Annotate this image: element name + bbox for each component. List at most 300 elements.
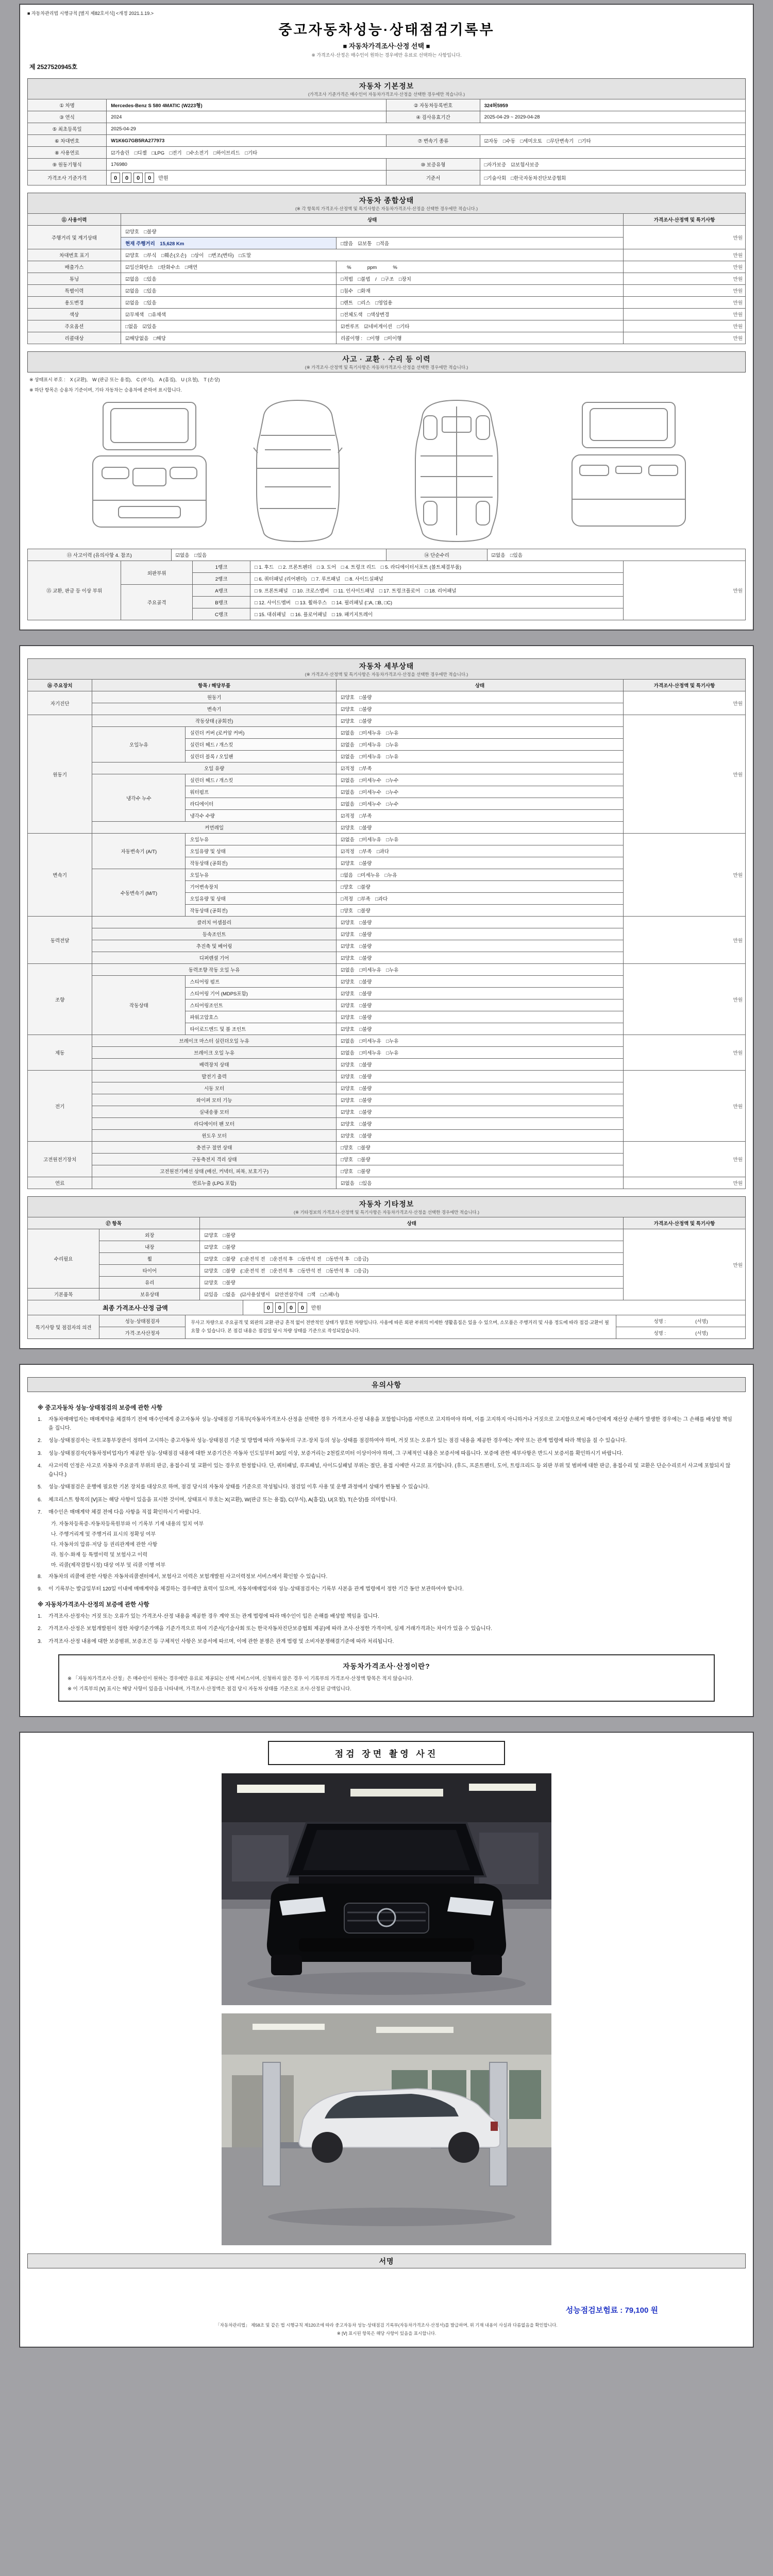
unit-label: 만원 xyxy=(311,1306,322,1311)
table-cell: 작동상태 xyxy=(92,976,186,1035)
table-cell: 오일누유 xyxy=(186,869,337,881)
status-checkbox-group[interactable]: ☑양호 □불량 xyxy=(336,952,623,964)
status-checkbox-group[interactable]: ☑적정 □부족 xyxy=(336,762,623,774)
status-checkbox-group[interactable]: ☑양호 □불량 xyxy=(336,940,623,952)
notice-text: 성능·상태점검은 운행에 필요한 기본 장치를 대상으로 하며, 점검 당시의 자동차 상태를 기준으로 작성됩니다. 점검일 이후 사용 및 운행 과정에서 상태가 변동될 수 있습니다. xyxy=(48,1484,430,1490)
status-checkbox-group[interactable]: □ 15. 대쉬패널 □ 16. 플로어패널 □ 19. 패키지트레이 xyxy=(250,608,623,620)
status-checkbox-group[interactable]: ☑해당없음 □해당 xyxy=(121,332,337,344)
table-cell: 내장 xyxy=(99,1241,200,1253)
table-cell: ⑩ 보증유형 xyxy=(386,159,480,171)
status-checkbox-group[interactable]: ☑없음 □미세누유 □누유 xyxy=(336,964,623,976)
inspection-photo-car-on-lift xyxy=(222,2013,551,2245)
status-checkbox-group[interactable]: □침수 □화재 xyxy=(336,285,623,297)
section-title: 자동차 기본정보 xyxy=(359,82,414,90)
vehicle-name-value: Mercedes-Benz S 580 4MATIC (W223형) xyxy=(107,99,386,111)
table-cell: ① 차명 xyxy=(28,99,107,111)
notice-text: 사고이력 인정은 사고로 자동차 주요골격 부위의 판금, 용접수리 및 교환이 있는 경우로 한정합니다. 단, 쿼터패널, 루프패널, 사이드실패널 부위는 절단, 용접 시에만 사고로 표기합니다. (후드, 프론트펜더, 도어, 트렁크리드 등 외판 부위 및 범퍼에 대한 판금, 용접수리 및 교환은 단순수리로서 사고에 포함되지 않습니다.) xyxy=(48,1463,731,1478)
table-cell: 원동기 xyxy=(92,691,337,703)
section-header-detail xyxy=(27,658,746,680)
notice-item xyxy=(38,1625,735,1634)
status-checkbox-group[interactable]: ☑양호 □불량 xyxy=(336,1094,623,1106)
inspection-photo-front-hood-open xyxy=(222,1773,551,2005)
table-cell: 오일유량 및 상태 xyxy=(186,845,337,857)
warranty-type-checkboxes[interactable]: □자가보증 ☑보험사보증 xyxy=(480,159,745,171)
panel-detail-status xyxy=(20,646,753,1349)
device-engine: 원동기 xyxy=(28,715,92,834)
table-cell: 발전기 출력 xyxy=(92,1071,337,1082)
table-cell: ⑬ 사고이력 (유의사항 4. 참조) xyxy=(28,549,172,561)
section-title: 자동차 종합상태 xyxy=(359,196,414,205)
form-reference: ■ 자동차관리법 시행규칙 [별지 제82호서식] <개정 2021.1.19.> xyxy=(27,11,154,16)
status-checkbox-group[interactable]: □ 6. 쿼터패널 (리어펜더) □ 7. 루프패널 □ 8. 사이드실패널 xyxy=(250,573,623,585)
price-digit-box: 0 xyxy=(133,173,143,183)
document-number: 제 2527520945호 xyxy=(29,63,78,71)
notice-subitem: 나. 주행거리계 및 주행거리 표시의 정확성 여부 xyxy=(51,1531,156,1537)
table-cell: 워터펌프 xyxy=(186,786,337,798)
status-checkbox-group[interactable]: ☑없음 □미세누유 □누유 xyxy=(336,751,623,762)
table-cell: 실린더 커버 (로커암 커버) xyxy=(186,727,337,739)
table-cell: 주행거리 및 계기상태 xyxy=(28,226,121,249)
fuel-type-checkboxes[interactable]: ☑가솔린 □디젤 □LPG □전기 □수소전기 □하이브리드 □기타 xyxy=(107,147,746,159)
table-cell: 외장 xyxy=(99,1229,200,1241)
status-checkbox-group[interactable]: 리콜이행 : □이행 □미이행 xyxy=(336,332,623,344)
column-header: 상태 xyxy=(336,680,623,691)
table-cell: 연료누출 (LPG 포함) xyxy=(92,1177,337,1189)
device-high-voltage: 고전원전기장치 xyxy=(28,1142,92,1177)
panel-rank-table xyxy=(27,561,746,620)
table-cell: 2랭크 xyxy=(193,573,250,585)
table-cell: 성명 : (서명) xyxy=(616,1327,746,1339)
inspector-opinion-table xyxy=(27,1315,746,1339)
table-cell: ⑮ 교환, 판금 등 이상 부위 xyxy=(28,561,121,620)
table-cell: 성능·상태점검자 xyxy=(99,1315,186,1327)
table-cell: 스티어링조인트 xyxy=(186,999,337,1011)
table-cell: 만원 xyxy=(624,691,746,715)
table-cell: 클러치 어셈블리 xyxy=(92,917,337,928)
inspection-fee-label: 성능점검보험료 : xyxy=(565,2306,625,2315)
status-checkbox-group[interactable]: ☑없음 □있음 xyxy=(121,297,337,309)
status-checkbox-group[interactable]: ☑양호 □부식 □훼손(오손) □상이 □변조(변타) □도말 xyxy=(121,249,624,261)
status-checkbox-group[interactable]: ☑양호 □불량 xyxy=(336,928,623,940)
status-checkbox-group[interactable]: ☑양호 □불량 xyxy=(336,715,623,727)
table-cell: 리콜대상 xyxy=(28,332,121,344)
table-cell: ⑦ 변속기 종류 xyxy=(386,135,480,147)
status-checkbox-group[interactable]: ☑양호 □불량 xyxy=(121,226,624,238)
final-price-value xyxy=(243,1300,745,1315)
status-checkbox-group[interactable]: ☑양호 □불량 xyxy=(336,703,623,715)
status-checkbox-group[interactable]: ☑없음 □미세누수 □누수 xyxy=(336,798,623,810)
section-note: (※ 가격조사·산정액 및 특기사항은 자동차가격조사·산정을 선택한 경우에만 적습니다.) xyxy=(305,672,468,677)
table-cell: 만원 xyxy=(624,715,746,834)
status-checkbox-group[interactable]: ☑양호 □불량 xyxy=(336,976,623,988)
table-cell: 충전구 절연 상태 xyxy=(92,1142,337,1154)
section-header-notices xyxy=(27,1377,746,1392)
table-cell: 라디에이터 xyxy=(186,798,337,810)
table-cell: 실린더 헤드 / 개스킷 xyxy=(186,739,337,751)
notice-number: 4. xyxy=(38,1463,42,1469)
status-checkbox-group[interactable]: ☑양호 □불량 xyxy=(336,1011,623,1023)
price-digit-box: 0 xyxy=(275,1302,284,1313)
section-note: (※ 가격조사·산정액 및 특기사항은 자동차가격조사·산정을 선택한 경우에만 적습니다.) xyxy=(305,365,468,370)
column-header: 상태 xyxy=(200,1217,624,1229)
status-checkbox-group[interactable]: □양호 □불량 xyxy=(336,905,623,917)
signature-area[interactable] xyxy=(27,2268,746,2301)
table-cell: 커먼레일 xyxy=(92,822,337,834)
subtitle-note: ※ 가격조사·산정은 매수인이 원하는 경우에만 유료로 선택하는 사항입니다. xyxy=(311,53,462,58)
status-checkbox-group[interactable]: ☑양호 □불량 xyxy=(336,1059,623,1071)
table-cell: 라디에이터 팬 모터 xyxy=(92,1118,337,1130)
table-cell: ② 자동차등록번호 xyxy=(386,99,480,111)
table-cell: 스티어링 펌프 xyxy=(186,976,337,988)
panel-basic-and-history xyxy=(20,4,753,630)
section-header-accident-history xyxy=(27,351,746,372)
inspection-fee xyxy=(27,2304,746,2315)
price-digit-box: 0 xyxy=(111,173,120,183)
device-powertrain: 동력전달 xyxy=(28,917,92,964)
notice-number: 6. xyxy=(38,1497,42,1503)
status-checkbox-group[interactable]: ☑없음 □미세누유 □누유 xyxy=(336,739,623,751)
device-brake: 제동 xyxy=(28,1035,92,1071)
notice-text: 성능·상태점검자는 국토교통부장관이 정하여 고시하는 중고자동차 성능·상태점검 기준 및 방법에 따라 자동차의 구조·장치 등의 성능·상태를 점검하여야 하며, 거짓 또는 오류가 있는 점검 내용을 제공한 경우에는 계약 또는 관계 법령에 따라 책임을 질 수 있습니다. xyxy=(48,1438,627,1444)
notice-item xyxy=(38,1437,735,1446)
status-checkbox-group[interactable]: ☑양호 □불량 xyxy=(336,1118,623,1130)
unit-label: 만원 xyxy=(158,176,169,181)
section-title: 유의사항 xyxy=(371,1381,402,1389)
info-box-title: 자동차가격조사·산정이란? xyxy=(343,1663,430,1670)
panel-photos-signature xyxy=(20,1732,753,2347)
device-self-diagnosis: 자기진단 xyxy=(28,691,92,715)
table-cell: 시동 모터 xyxy=(92,1082,337,1094)
status-checkbox-group[interactable]: □적정 □부족 □과다 xyxy=(336,893,623,905)
table-cell: 만원 xyxy=(624,1142,746,1177)
table-cell: 디퍼렌셜 기어 xyxy=(92,952,337,964)
table-cell: ⑧ 사용연료 xyxy=(28,147,107,159)
section-header-other-info xyxy=(27,1196,746,1217)
notice-text: 자동차의 리콜에 관한 사항은 자동차리콜센터에서, 보험사고 이력은 보험개발원 사고이력정보 서비스에서 확인할 수 있습니다. xyxy=(48,1573,328,1580)
inspection-validity-value: 2025-04-29 ~ 2029-04-28 xyxy=(480,111,745,123)
table-cell: 기준서 xyxy=(386,171,480,185)
table-cell: 동력조향 작동 오일 누유 xyxy=(92,964,337,976)
status-checkbox-group[interactable]: ☑썬루프 ☑네비게이션 □기타 xyxy=(336,320,623,332)
notice-item xyxy=(38,1613,735,1621)
table-cell: 만원 xyxy=(624,917,746,964)
column-header: 가격조사·산정액 및 특기사항 xyxy=(624,1217,746,1229)
table-cell: 만원 xyxy=(624,332,746,344)
table-cell: 만원 xyxy=(624,273,746,285)
table-cell: 수동변속기 (M/T) xyxy=(92,869,186,917)
device-electrical: 전기 xyxy=(28,1071,92,1142)
notice-number: 1. xyxy=(38,1613,42,1619)
table-cell: 만원 xyxy=(624,561,746,620)
accident-history-checkboxes[interactable]: ☑없음 □있음 xyxy=(171,549,386,561)
table-cell: 등속조인트 xyxy=(92,928,337,940)
table-cell: 변속기 xyxy=(92,703,337,715)
section-title: 자동차 기타정보 xyxy=(359,1200,414,1208)
price-digit-box: 0 xyxy=(264,1302,273,1313)
table-cell: 특기사항 및 점검자의 의견 xyxy=(28,1315,99,1339)
section-note: (※ 각 항목의 가격조사·산정액 및 특기사항은 자동차가격조사·산정을 선택한 경우에만 적습니다.) xyxy=(295,206,478,211)
status-checkbox-group[interactable]: ☑일산화탄소 □탄화수소 □매연 xyxy=(121,261,337,273)
notice-subitem: 라. 침수·화재 등 특별이력 및 보험사고 이력 xyxy=(51,1552,147,1558)
comprehensive-status-table xyxy=(27,213,746,344)
status-checkbox-group[interactable]: □양호 □불량 xyxy=(336,1142,623,1154)
notice-item xyxy=(38,1509,735,1517)
status-checkbox-group[interactable]: ☑없음 □미세누유 □누유 xyxy=(336,834,623,845)
status-checkbox-group[interactable]: ☑양호 □불량 xyxy=(200,1229,624,1241)
notice-number: 7. xyxy=(38,1510,42,1515)
panel-notices xyxy=(20,1364,753,1717)
status-checkbox-group[interactable]: ☑있음 □없음 (☑사용설명서 ☑안전삼각대 □잭 □스패너) xyxy=(200,1289,624,1300)
table-cell: 냉각수 누수 xyxy=(92,774,186,822)
status-checkbox-group[interactable]: □양호 □불량 xyxy=(336,1154,623,1165)
section-title: 서명 xyxy=(379,2257,394,2266)
status-checkbox-group[interactable]: ☑양호 □불량 xyxy=(336,691,623,703)
status-checkbox-group[interactable]: ☑양호 □불량 xyxy=(336,1023,623,1035)
table-cell: 스티어링 기어 (MDPS포함) xyxy=(186,988,337,999)
transmission-type-checkboxes[interactable]: ☑자동 □수동 □세미오토 □무단변속기 □기타 xyxy=(480,135,745,147)
table-cell: 구동축전지 격리 상태 xyxy=(92,1154,337,1165)
notice-text: 자동차매매업자는 매매계약을 체결하기 전에 매수인에게 중고자동차 성능·상태점검 기록부(자동차가격조사·산정을 선택한 경우 가격조사·산정 내용을 포함합니다)를 서면으로 고지하여야 하며, 이를 고지하지 아니하거나 거짓으로 고지함으로써 매수인에게 재산상 손해가 발생한 경우에는 그 손해를 배상할 책임을 집니다. xyxy=(48,1417,732,1431)
table-cell: 보유상태 xyxy=(99,1289,200,1300)
status-checkbox-group[interactable]: □없음 ☑있음 xyxy=(121,320,337,332)
table-cell: 1랭크 xyxy=(193,561,250,573)
status-checkbox-group[interactable]: ☑없음 □있음 xyxy=(336,1177,623,1189)
table-cell: 튜닝 xyxy=(28,273,121,285)
table-cell: 추진축 및 베어링 xyxy=(92,940,337,952)
table-cell: ⑭ 단순수리 xyxy=(386,549,487,561)
table-cell: 만원 xyxy=(624,297,746,309)
table-cell: 주요옵션 xyxy=(28,320,121,332)
notice-item xyxy=(38,1450,735,1459)
photos-section-title: 점검 장면 촬영 사진 xyxy=(268,1741,505,1765)
notice-text: 가격조사·산정 내용에 대한 보증범위, 보증조건 등 구체적인 사항은 보증서에 따르며, 이에 관한 분쟁은 관계 법령 및 소비자분쟁해결기준에 따라 처리됩니다. xyxy=(48,1638,394,1645)
status-checkbox-group[interactable]: ☑양호 □불량 xyxy=(200,1241,624,1253)
base-price-value xyxy=(107,171,386,185)
status-checkbox-group[interactable]: ☑없음 □있음 xyxy=(121,273,337,285)
table-cell: 만원 xyxy=(624,261,746,273)
table-cell: ⑨ 원동기형식 xyxy=(28,159,107,171)
status-checkbox-group[interactable]: ☑양호 □불량 xyxy=(336,822,623,834)
table-cell: B랭크 xyxy=(193,597,250,608)
notice-subitem: 가. 자동차등록증·자동차등록원부와 이 기록부 기재 내용의 일치 여부 xyxy=(51,1521,204,1527)
price-digit-box: 0 xyxy=(122,173,131,183)
table-cell: 오일누유 xyxy=(92,727,186,762)
table-cell: ⑤ 최초등록일 xyxy=(28,123,107,135)
status-checkbox-group[interactable]: □렌트 □리스 □영업용 xyxy=(336,297,623,309)
table-cell: 만원 xyxy=(624,834,746,917)
status-checkbox-group[interactable]: ☑적정 □부족 xyxy=(336,810,623,822)
section-header-basic-info xyxy=(27,78,746,99)
status-checkbox-group[interactable]: ☑없음 □미세누유 □누유 xyxy=(336,1047,623,1059)
table-cell: ⑥ 차대번호 xyxy=(28,135,107,147)
inspector-opinion-text: 무사고 차량으로 주요골격 및 외판의 교환·판금 흔적 없이 전반적인 상태가 양호한 차량입니다. 사용에 따른 외판 부위의 미세한 생활흠집은 있을 수 있으며, 소모품은 주행거리 및 사용 정도에 따라 점검·교환이 필요할 수 있습니다. 본 점검 내용은 점검일 당시 차량 상태를 기준으로 작성되었습니다. xyxy=(186,1315,616,1339)
price-survey-select-option[interactable]: ■ 자동차가격조사·산정 선택 ■ xyxy=(343,42,430,50)
device-transmission: 변속기 xyxy=(28,834,92,917)
table-cell: 오일누유 xyxy=(186,834,337,845)
price-survey-info-box xyxy=(58,1654,715,1702)
table-cell: 외판부위 xyxy=(121,561,193,585)
status-checkbox-group[interactable]: ☑양호 □불량 xyxy=(336,1130,623,1142)
table-cell: 배력장치 상태 xyxy=(92,1059,337,1071)
notice-number: 3. xyxy=(38,1638,42,1645)
table-cell: 수리필요 xyxy=(28,1229,99,1289)
table-cell: 만원 xyxy=(624,1035,746,1071)
status-checkbox-group[interactable]: □양호 □불량 xyxy=(336,1165,623,1177)
table-cell: 윈도우 모터 xyxy=(92,1130,337,1142)
table-cell: 브레이크 오일 누유 xyxy=(92,1047,337,1059)
price-standard-checkboxes[interactable]: □기술사회 □한국자동차진단보증협회 xyxy=(480,171,745,185)
device-fuel: 연료 xyxy=(28,1177,92,1189)
diagram-rear-view xyxy=(572,402,685,526)
notices-heading-price-survey: ※ 자동차가격조사·산정의 보증에 관한 사항 xyxy=(38,1601,149,1608)
table-cell: 냉각수 수량 xyxy=(186,810,337,822)
table-cell: 실린더 블록 / 오일팬 xyxy=(186,751,337,762)
status-checkbox-group[interactable]: ☑양호 □불량 xyxy=(336,1082,623,1094)
final-price-table xyxy=(27,1300,746,1315)
notice-number: 5. xyxy=(38,1484,42,1490)
price-digit-box: 0 xyxy=(298,1302,307,1313)
status-checkbox-group[interactable]: ☑없음 □미세누유 □누유 xyxy=(336,727,623,739)
basic-info-table xyxy=(27,99,746,185)
status-checkbox-group[interactable]: ☑양호 □불량 xyxy=(336,999,623,1011)
inspection-fee-value: 79,100 원 xyxy=(625,2306,658,2315)
notice-text: 체크리스트 항목의 [Ⅴ]표는 해당 사항이 있음을 표시한 것이며, 상태표시 부호는 X(교환), W(판금 또는 용접), C(부식), A(흠집), U(요철), T(손상)를 의미합니다. xyxy=(48,1497,397,1503)
status-checkbox-group[interactable]: ☑양호 □불량 xyxy=(336,1071,623,1082)
table-cell: 실린더 헤드 / 개스킷 xyxy=(186,774,337,786)
table-cell: 만원 xyxy=(624,1229,746,1300)
table-cell: 만원 xyxy=(624,226,746,249)
status-checkbox-group[interactable]: ☑없음 □있음 xyxy=(121,285,337,297)
status-checkbox-group[interactable]: □ 9. 프론트패널 □ 10. 크로스멤버 □ 11. 인사이드패널 □ 17. 트렁크플로어 □ 18. 리어패널 xyxy=(250,585,623,597)
damage-diagram-note: ※ 하단 항목은 승용차 기준이며, 기타 자동차는 승용차에 준하여 표시합니다. xyxy=(29,387,182,393)
section-note: (가격조사 기준가격은 매수인이 자동차가격조사·산정을 선택한 경우에만 적습니다.) xyxy=(308,92,465,97)
notice-number: 8. xyxy=(38,1573,42,1580)
status-checkbox-group[interactable]: ☑양호 □불량 xyxy=(336,988,623,999)
accident-history-table xyxy=(27,549,746,561)
status-checkbox-group[interactable]: □ 1. 후드 □ 2. 프론트펜더 □ 3. 도어 □ 4. 트렁크 리드 □ 5. 라디에이터서포트 (볼트체결부품) xyxy=(250,561,623,573)
info-box-line: ※ 이 기록부의 [Ⅴ] 표시는 해당 사항이 있음을 나타내며, 가격조사·산정액은 점검 당시 자동차 상태를 기준으로 조사·산정된 금액입니다. xyxy=(68,1686,351,1692)
table-cell: 파워고압호스 xyxy=(186,1011,337,1023)
info-box-line: ※ 「자동차가격조사·산정」은 매수인이 원하는 경우에만 유료로 제공되는 선택 서비스이며, 신청하지 않은 경우 이 기록부의 가격조사·산정액 항목은 적지 않습니다. xyxy=(68,1676,413,1682)
table-cell: 만원 xyxy=(624,964,746,1035)
status-checkbox-group[interactable]: ☑양호 □불량 xyxy=(336,1106,623,1118)
notice-text: 성능·상태점검자(자동차정비업자)가 제공한 성능·상태점검 내용에 대한 보증기간은 자동차 인도일부터 30일 이상, 보증거리는 2천킬로미터 이상이어야 하며, 그 구체적인 내용은 보증서에 따릅니다. 보증에 관한 세부사항은 반드시 보증서를 확인하시기 바랍니다. xyxy=(48,1450,624,1456)
notice-item xyxy=(38,1483,735,1492)
table-cell: 기어변속장치 xyxy=(186,881,337,893)
notices-list-performance xyxy=(38,1416,735,1594)
notice-text: 매수인은 매매계약 체결 전에 다음 사항을 직접 확인하시기 바랍니다. xyxy=(48,1510,201,1515)
notice-text: 가격조사·산정자는 거짓 또는 오류가 있는 가격조사·산정 내용을 제공한 경우 계약 또는 관계 법령에 따라 매수인이 입은 손해를 배상할 책임을 집니다. xyxy=(48,1613,379,1619)
status-checkbox-group[interactable]: ☑무채색 □유채색 xyxy=(121,309,337,320)
table-cell: 만원 xyxy=(624,1071,746,1142)
table-cell: 색상 xyxy=(28,309,121,320)
status-checkbox-group[interactable]: ☑양호 □불량 xyxy=(336,857,623,869)
notice-text: 이 기록부는 발급일부터 120일 이내에 매매계약을 체결하는 경우에만 효력이 있으며, 자동차매매업자와 성능·상태점검자는 기록부 사본을 관계 법령에서 정한 기간 동안 보관하여야 합니다. xyxy=(48,1586,464,1592)
document-title: 중고자동차성능·상태점검기록부 xyxy=(278,22,495,38)
notice-item xyxy=(38,1573,735,1582)
table-cell: C랭크 xyxy=(193,608,250,620)
detail-status-table xyxy=(27,679,746,1189)
notice-number: 2. xyxy=(38,1438,42,1444)
status-checkbox-group[interactable]: □적법 □불법 / □구조 □장치 xyxy=(336,273,623,285)
price-digit-box: 0 xyxy=(287,1302,296,1313)
diagram-front-view xyxy=(93,402,206,527)
status-checkbox-group[interactable]: ☑없음 □미세누수 □누수 xyxy=(336,774,623,786)
status-checkbox-group: % ppm % xyxy=(336,261,623,273)
status-checkbox-group[interactable]: ☑없음 □미세누유 □누유 xyxy=(336,1035,623,1047)
table-cell: 오일유량 및 상태 xyxy=(186,893,337,905)
vehicle-damage-diagrams xyxy=(27,398,746,545)
table-cell: 가격조사 기준가격 xyxy=(28,171,107,185)
notice-item xyxy=(38,1416,735,1433)
notice-subitem: 다. 자동차의 압류·저당 등 권리관계에 관한 사항 xyxy=(51,1541,158,1548)
notice-number: 9. xyxy=(38,1586,42,1592)
table-cell: 고전원전기배선 상태 (배선, 커넥터, 피복, 보호기구) xyxy=(92,1165,337,1177)
table-cell: 기본품목 xyxy=(28,1289,99,1300)
simple-repair-checkboxes[interactable]: ☑없음 □있음 xyxy=(487,549,746,561)
notices-list-price-survey xyxy=(38,1613,735,1647)
notice-item xyxy=(38,1585,735,1594)
status-checkbox-group[interactable]: □ 12. 사이드멤버 □ 13. 휠하우스 □ 14. 필러패널 (□A, □B, □C) xyxy=(250,597,623,608)
device-steering: 조향 xyxy=(28,964,92,1035)
section-title: 자동차 세부상태 xyxy=(359,662,414,670)
table-cell: 작동상태 (공회전) xyxy=(186,857,337,869)
column-header: 상태 xyxy=(121,214,624,226)
section-header-signature xyxy=(27,2253,746,2268)
notice-item xyxy=(38,1462,735,1479)
table-cell: 만원 xyxy=(624,285,746,297)
table-cell: 와이퍼 모터 기능 xyxy=(92,1094,337,1106)
footer-legal-note: 「자동차관리법」 제58조 및 같은 법 시행규칙 제120조에 따라 중고자동차 성능·상태점검 기록부(자동차가격조사·산정서)를 발급하며, 위 기재 내용이 사실과 다름없음을 확인합니다. xyxy=(215,2323,558,2328)
status-checkbox-group[interactable]: ☑없음 □미세누수 □누수 xyxy=(336,786,623,798)
table-cell: 작동상태 (공회전) xyxy=(186,905,337,917)
section-title: 사고 · 교환 · 수리 등 이력 xyxy=(342,355,431,363)
table-cell: 만원 xyxy=(624,320,746,332)
status-checkbox-group[interactable]: ☑양호 □불량 (□운전석 전 □운전석 후 □동반석 전 □동반석 후 □응급) xyxy=(200,1265,624,1277)
table-cell: 만원 xyxy=(624,1177,746,1189)
table-cell: 만원 xyxy=(624,309,746,320)
table-cell: 가격·조사산정자 xyxy=(99,1327,186,1339)
notice-item xyxy=(38,1496,735,1505)
status-checkbox-group[interactable]: ☑양호 □불량 xyxy=(200,1277,624,1289)
notices-heading-performance: ※ 중고자동차 성능·상태점검의 보증에 관한 사항 xyxy=(38,1405,163,1411)
table-cell: 주요골격 xyxy=(121,585,193,620)
first-registration-value: 2025-04-29 xyxy=(107,123,746,135)
column-header: 항목 / 해당부품 xyxy=(92,680,337,691)
engine-type-value: 176980 xyxy=(107,159,386,171)
damage-code-legend: ※ 상태표시 부호 : X (교환), W (판금 또는 용접), C (부식), A (흠집), U (요철), T (손상) xyxy=(29,377,220,382)
table-cell: 브레이크 마스터 실린더오일 누유 xyxy=(92,1035,337,1047)
footer-check-note: ※ [Ⅴ] 표시된 항목은 해당 사항이 있음을 표시합니다. xyxy=(337,2330,436,2336)
status-checkbox-group[interactable]: ☑양호 □불량 xyxy=(336,917,623,928)
table-cell: 자동변속기 (A/T) xyxy=(92,834,186,869)
status-checkbox-group[interactable]: ☑적정 □부족 □과다 xyxy=(336,845,623,857)
vin-value: W1K6G7GB5RA277973 xyxy=(107,135,386,147)
status-checkbox-group[interactable]: □많음 ☑보통 □적음 xyxy=(336,238,623,249)
notice-number: 2. xyxy=(38,1626,42,1632)
diagram-top-view xyxy=(254,400,342,541)
table-cell: 특별이력 xyxy=(28,285,121,297)
status-checkbox-group[interactable]: □양호 □불량 xyxy=(336,881,623,893)
column-header: ⑯ 주요장치 xyxy=(28,680,92,691)
table-cell: ③ 연식 xyxy=(28,111,107,123)
status-checkbox-group[interactable]: ☑양호 □불량 (□운전석 전 □운전석 후 □동반석 전 □동반석 후 □응급) xyxy=(200,1253,624,1265)
notice-text: 가격조사·산정은 보험개발원이 정한 차량기준가액을 기준가격으로 하여 기준서(기술사회 또는 한국자동차진단보증협회 제공)에 따라 조사·산정한 가격이며, 실제 거래가격과는 차이가 있을 수 있습니다. xyxy=(48,1626,493,1632)
table-cell: 오일 유량 xyxy=(92,762,337,774)
status-checkbox-group[interactable]: □없음 □미세누유 □누유 xyxy=(336,869,623,881)
notice-number: 3. xyxy=(38,1450,42,1456)
status-checkbox-group[interactable]: □전체도색 □색상변경 xyxy=(336,309,623,320)
